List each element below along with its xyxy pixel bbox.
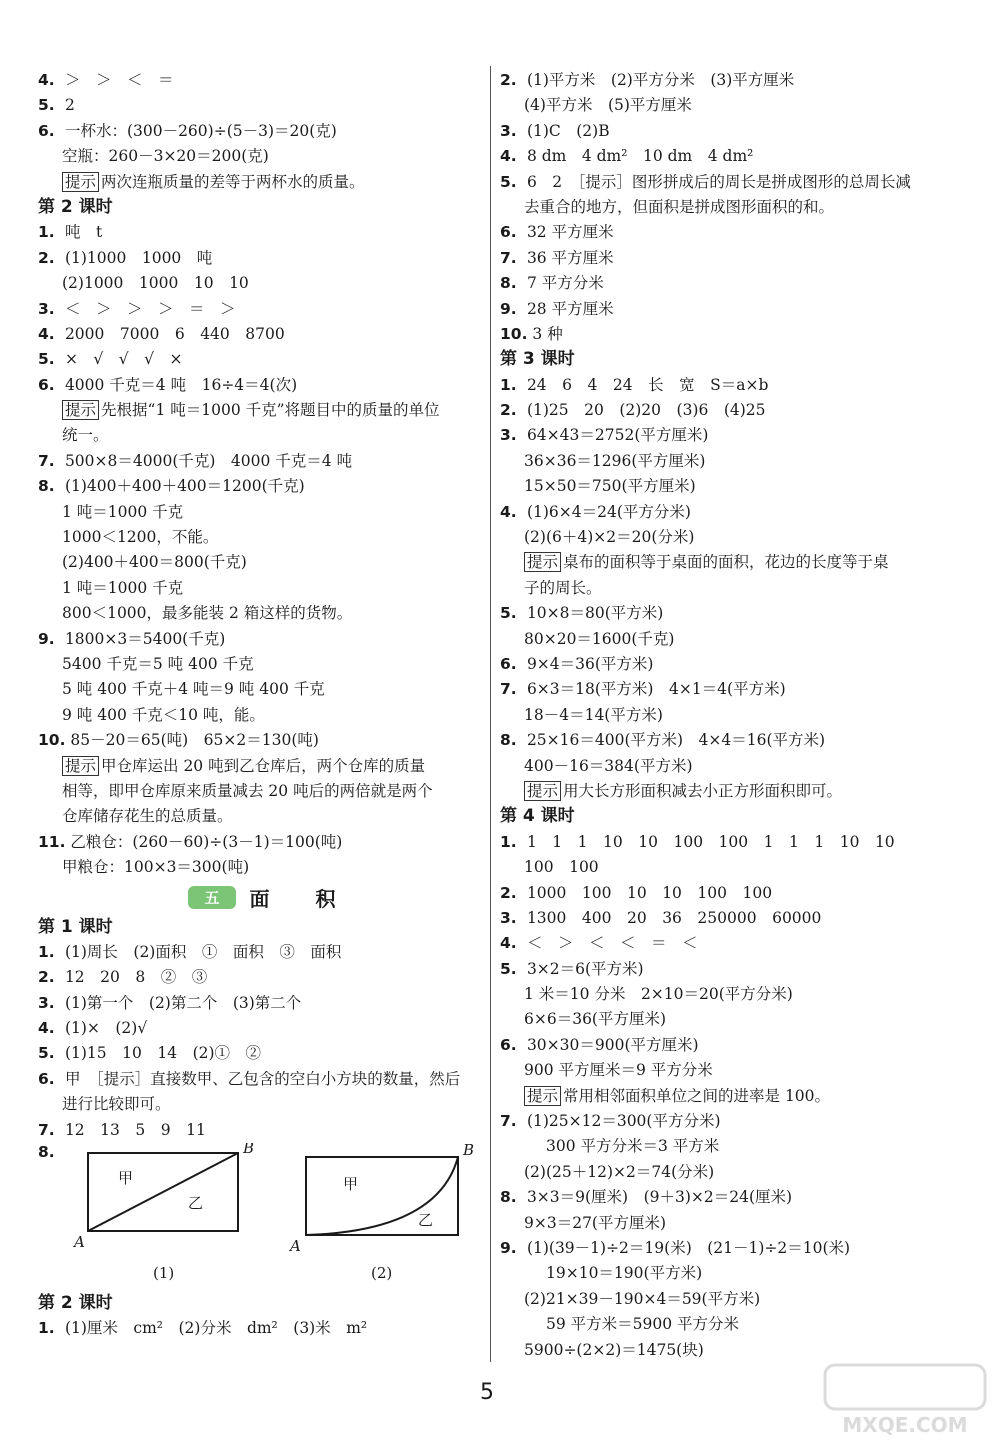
svg-text:MXQE.COM: MXQE.COM — [842, 1413, 968, 1437]
answer-text: (1)6×4＝24(平方分米) — [526, 502, 691, 521]
answer-line — [500, 957, 970, 982]
question-number: 5. — [38, 350, 55, 369]
figure-2-curve — [306, 1157, 458, 1235]
lesson-heading: 第 2 课时 — [38, 196, 113, 217]
answer-text: 19×10＝190(平方米) — [546, 1264, 703, 1283]
area-figures — [38, 1143, 488, 1291]
answer-text: ＞ ＞ ＜ ＝ — [64, 71, 174, 89]
question-number: 5. — [38, 1044, 55, 1063]
watermark-logo — [820, 1360, 990, 1440]
answer-line — [38, 991, 488, 1016]
answer-line — [38, 940, 488, 965]
answer-text: 64×43＝2752(平方厘米) — [526, 426, 709, 445]
answer-line — [38, 965, 488, 990]
question-number: 8. — [38, 1143, 55, 1162]
answer-text: 1300 400 20 36 250000 60000 — [526, 908, 822, 927]
answer-text: 甲粮仓：100×3＝300(吨) — [62, 858, 250, 877]
answer-text: (2)400＋400＝800(千克) — [62, 553, 247, 572]
answer-line — [500, 754, 970, 779]
question-number: 5. — [500, 604, 517, 623]
answer-line — [500, 449, 970, 474]
answer-line — [500, 982, 970, 1007]
question-number: 3. — [500, 426, 517, 445]
answer-line — [38, 398, 488, 423]
unit-heading — [38, 883, 488, 913]
answer-text: 12 13 5 9 11 — [64, 1120, 206, 1139]
answer-line — [38, 500, 488, 525]
question-number: 2. — [500, 71, 517, 89]
answer-text: 300 平方分米＝3 平方米 — [546, 1137, 720, 1156]
answer-line — [38, 601, 488, 626]
question-number: 1. — [38, 223, 55, 242]
answer-text: 900 平方厘米＝9 平方分米 — [524, 1061, 713, 1080]
answer-text: 1000＜1200，不能。 — [62, 528, 219, 547]
question-number: 4. — [38, 1019, 55, 1038]
question-number: 6. — [500, 654, 517, 673]
answer-text: 12 20 8 ② ③ — [64, 968, 208, 987]
question-number: 2. — [500, 401, 517, 420]
question-number: 6. — [500, 223, 517, 242]
hint-label: 提示 — [62, 756, 99, 776]
answer-line — [500, 830, 970, 855]
question-number: 1. — [500, 375, 517, 394]
answer-line — [500, 119, 970, 144]
answer-text: (1)15 10 14 (2)① ② — [64, 1044, 262, 1063]
answer-text: (1)25×12＝300(平方分米) — [526, 1112, 721, 1131]
answer-text: 6 2 ［提示］图形拼成后的周长是拼成图形的总周长减 — [526, 172, 911, 191]
answer-line — [500, 1109, 970, 1134]
left-column — [38, 68, 488, 1342]
answer-text: ＜ ＞ ＞ ＞ ＝ ＞ — [64, 299, 236, 318]
answer-line — [38, 652, 488, 677]
answer-text: 子的周长。 — [524, 578, 602, 597]
answer-line — [38, 373, 488, 398]
answer-text: 10×8＝80(平方米) — [526, 604, 664, 623]
answer-line — [500, 1007, 970, 1032]
answer-text: 100 100 — [524, 858, 599, 877]
answer-text: (1)(39－1)÷2＝19(米) (21－1)÷2＝10(米) — [526, 1238, 851, 1257]
answer-text: (2)21×39－190×4＝59(平方米) — [524, 1289, 761, 1308]
question-number: 9. — [500, 299, 517, 318]
figure-2-label-jia: 甲 — [343, 1175, 359, 1194]
answer-line — [500, 474, 970, 499]
question-number: 6. — [38, 121, 55, 140]
question-number: 4. — [500, 147, 517, 166]
answer-line — [500, 881, 970, 906]
question-number: 5. — [500, 172, 517, 191]
figure-1-diagonal — [88, 1153, 238, 1231]
answer-text: (4)平方米 (5)平方厘米 — [524, 96, 692, 115]
figure-1-label-b: B — [243, 1143, 255, 1158]
question-number: 3. — [500, 908, 517, 927]
answer-line — [38, 703, 488, 728]
unit-title: 面 积 — [249, 887, 338, 911]
answer-text: (1)平方米 (2)平方分米 (3)平方厘米 — [526, 71, 795, 89]
answer-text: × √ √ √ × — [64, 350, 183, 369]
answer-text: ＜ ＞ ＜ ＜ ＝ ＜ — [526, 934, 698, 953]
answer-line — [38, 144, 488, 169]
question-number: 6. — [500, 1035, 517, 1054]
hint-text: 常用相邻面积单位之间的进率是 100。 — [563, 1086, 831, 1105]
answer-text: 400－16＝384(平方米) — [524, 756, 693, 775]
question-number: 7. — [38, 1120, 55, 1139]
hint-text: 甲仓库运出 20 吨到乙仓库后，两个仓库的质量 — [101, 756, 426, 775]
answer-line — [500, 576, 970, 601]
answer-text: 1 吨＝1000 千克 — [62, 502, 184, 521]
answer-line — [38, 93, 488, 118]
question-number: 3. — [38, 299, 55, 318]
answer-line — [500, 220, 970, 245]
answer-line — [500, 1185, 970, 1210]
answer-text: 进行比较即可。 — [62, 1095, 171, 1114]
question-number: 9. — [38, 629, 55, 648]
question-number: 2. — [38, 248, 55, 267]
answer-text: 仓库储存花生的总质量。 — [62, 807, 233, 826]
question-number: 3. — [500, 121, 517, 140]
answer-text: 9 吨 400 千克＜10 吨，能。 — [62, 705, 265, 724]
question-number: 2. — [38, 968, 55, 987]
answer-line — [38, 297, 488, 322]
answer-text: (2)(6＋4)×2＝20(分米) — [524, 528, 695, 547]
answer-line — [38, 1092, 488, 1117]
answer-text: 3×3＝9(厘米) (9＋3)×2＝24(厘米) — [526, 1188, 793, 1207]
answer-line — [38, 1016, 488, 1041]
question-number: 1. — [38, 1319, 55, 1338]
answer-text: 25×16＝400(平方米) 4×4＝16(平方米) — [526, 731, 826, 750]
answer-text: 1 1 1 10 10 100 100 1 1 1 10 10 — [526, 832, 895, 851]
answer-line — [500, 550, 970, 575]
answer-line — [38, 576, 488, 601]
answer-line — [500, 906, 970, 931]
hint-label: 提示 — [524, 552, 561, 572]
answer-text: 36 平方厘米 — [526, 248, 614, 267]
answer-line — [38, 271, 488, 296]
answer-line — [500, 677, 970, 702]
answer-line — [500, 1211, 970, 1236]
answer-text: 36×36＝1296(平方厘米) — [524, 451, 706, 470]
question-number: 11. — [38, 832, 66, 851]
answer-line — [500, 1058, 970, 1083]
answer-text: 相等，即甲仓库原来质量减去 20 吨后的两倍就是两个 — [62, 781, 433, 800]
answer-text: 空瓶：260－3×20＝200(克) — [62, 147, 269, 166]
answer-text: 1000 100 10 10 100 100 — [526, 883, 773, 902]
unit-badge: 五 — [188, 886, 235, 909]
question-number: 8. — [38, 477, 55, 496]
answer-text: 一杯水：(300－260)÷(5－3)＝20(克) — [64, 121, 337, 140]
answer-text: 乙粮仓：(260－60)÷(3－1)＝100(吨) — [70, 832, 343, 851]
answer-line — [500, 93, 970, 118]
lesson-heading: 第 3 课时 — [500, 349, 575, 370]
answer-text: (1)× (2)√ — [64, 1019, 148, 1038]
answer-line — [38, 246, 488, 271]
question-number: 4. — [38, 324, 55, 343]
answer-text: 18－4＝14(平方米) — [524, 705, 663, 724]
answer-line — [500, 652, 970, 677]
answer-line — [38, 525, 488, 550]
answer-line — [500, 601, 970, 626]
question-number: 1. — [500, 832, 517, 851]
answer-text: (2)1000 1000 10 10 — [62, 274, 249, 293]
question-number: 4. — [38, 71, 55, 89]
column-divider — [490, 66, 491, 1362]
answer-line — [38, 677, 488, 702]
answer-line — [500, 1236, 970, 1261]
answer-line — [38, 855, 488, 880]
answer-text: 85－20＝65(吨) 65×2＝130(吨) — [70, 731, 319, 750]
question-number: 3. — [38, 993, 55, 1012]
answer-line — [38, 347, 488, 372]
answer-line — [38, 754, 488, 779]
answer-text: 7 平方分米 — [526, 274, 604, 293]
question-number: 7. — [500, 680, 517, 699]
lesson-heading: 第 2 课时 — [38, 1293, 113, 1314]
answer-line — [500, 1312, 970, 1337]
answer-text: 1800×3＝5400(千克) — [64, 629, 226, 648]
question-number: 6. — [38, 375, 55, 394]
question-number: 5. — [38, 96, 55, 115]
answer-line — [38, 1118, 488, 1143]
answer-line — [500, 1033, 970, 1058]
lesson-heading: 第 1 课时 — [38, 916, 113, 937]
answer-text: 1 吨＝1000 千克 — [62, 578, 184, 597]
answer-line — [38, 779, 488, 804]
answer-line — [500, 373, 970, 398]
hint-text: 用大长方形面积减去小正方形面积即可。 — [563, 781, 843, 800]
answer-text: (1)1000 1000 吨 — [64, 248, 213, 267]
answer-text: (2)(25＋12)×2＝74(分米) — [524, 1162, 715, 1181]
answer-line — [500, 703, 970, 728]
answer-text: 30×30＝900(平方厘米) — [526, 1035, 699, 1054]
figure-2-label-a: A — [290, 1237, 301, 1256]
answer-text: 9×3＝27(平方厘米) — [524, 1213, 667, 1232]
answer-text: 6×3＝18(平方米) 4×1＝4(平方米) — [526, 680, 786, 699]
answer-text: 5 吨 400 千克＋4 吨＝9 吨 400 千克 — [62, 680, 325, 699]
question-number: 5. — [500, 959, 517, 978]
question-number: 2. — [500, 883, 517, 902]
answer-text: 28 平方厘米 — [526, 299, 614, 318]
answer-line — [500, 1084, 970, 1109]
hint-label: 提示 — [524, 781, 561, 801]
answer-text: 5400 千克＝5 吨 400 千克 — [62, 654, 254, 673]
answer-line — [500, 322, 970, 347]
answer-line — [500, 68, 970, 93]
answer-line — [38, 830, 488, 855]
answer-text: 1 米＝10 分米 2×10＝20(平方分米) — [524, 985, 793, 1004]
hint-label: 提示 — [62, 400, 99, 420]
answer-text: 统一。 — [62, 426, 109, 445]
answer-text: 32 平方厘米 — [526, 223, 614, 242]
answer-line — [500, 398, 970, 423]
answer-line — [500, 779, 970, 804]
answer-text: (1)400＋400＋400＝1200(千克) — [64, 477, 305, 496]
answer-text: 5900÷(2×2)＝1475(块) — [524, 1340, 704, 1359]
answer-text: 59 平方米＝5900 平方分米 — [546, 1315, 740, 1334]
question-number: 9. — [500, 1238, 517, 1257]
answer-line — [500, 728, 970, 753]
answer-text: 8 dm 4 dm² 10 dm 4 dm² — [526, 147, 754, 166]
answer-line — [38, 627, 488, 652]
question-number: 10. — [500, 324, 528, 343]
figure-1-label-a: A — [74, 1233, 85, 1252]
answer-line — [38, 804, 488, 829]
answer-line — [38, 170, 488, 195]
figure-question-8 — [38, 1143, 488, 1291]
figure-1-caption: (1) — [153, 1264, 175, 1283]
answer-line — [500, 1160, 970, 1185]
question-number: 1. — [38, 942, 55, 961]
hint-text: 先根据“1 吨＝1000 千克”将题目中的质量的单位 — [101, 401, 440, 420]
answer-text: 去重合的地方，但面积是拼成图形面积的和。 — [524, 197, 835, 216]
answer-line — [500, 931, 970, 956]
figure-2-caption: (2) — [371, 1264, 393, 1283]
answer-text: (1)厘米 cm² (2)分米 dm² (3)米 m² — [64, 1319, 368, 1338]
answer-text: 甲 ［提示］直接数甲、乙包含的空白小方块的数量，然后 — [64, 1069, 461, 1088]
answer-line — [500, 500, 970, 525]
answer-line — [38, 1041, 488, 1066]
answer-line — [38, 119, 488, 144]
answer-text: (1)第一个 (2)第二个 (3)第二个 — [64, 993, 302, 1012]
answer-line — [500, 525, 970, 550]
figure-1-label-yi: 乙 — [188, 1194, 204, 1213]
answer-text: (1)25 20 (2)20 (3)6 (4)25 — [526, 401, 766, 420]
answer-line — [500, 170, 970, 195]
answer-text: (1)C (2)B — [526, 121, 610, 140]
answer-text: 9×4＝36(平方米) — [526, 654, 654, 673]
question-number: 8. — [500, 274, 517, 293]
page-number: 5 — [480, 1380, 494, 1405]
answer-line — [38, 474, 488, 499]
answer-text: 6×6＝36(平方厘米) — [524, 1010, 667, 1029]
hint-text: 桌布的面积等于桌面的面积，花边的长度等于桌 — [563, 553, 889, 572]
answer-line — [38, 1067, 488, 1092]
answer-text: 15×50＝750(平方厘米) — [524, 477, 696, 496]
question-number: 7. — [500, 248, 517, 267]
figure-2-label-b: B — [463, 1143, 475, 1160]
answer-line — [500, 246, 970, 271]
hint-label: 提示 — [62, 172, 99, 192]
answer-line — [500, 144, 970, 169]
question-number: 4. — [500, 934, 517, 953]
answer-text: 24 6 4 24 长 宽 S＝a×b — [526, 375, 769, 394]
answer-text: 800＜1000，最多能装 2 箱这样的货物。 — [62, 604, 353, 623]
answer-text: 3×2＝6(平方米) — [526, 959, 644, 978]
question-number: 4. — [500, 502, 517, 521]
answer-line — [500, 195, 970, 220]
question-number: 8. — [500, 1188, 517, 1207]
answer-line — [38, 1316, 488, 1341]
question-number: 10. — [38, 731, 66, 750]
hint-text: 两次连瓶质量的差等于两杯水的质量。 — [101, 172, 365, 191]
figure-1-label-jia: 甲 — [118, 1169, 134, 1188]
answer-text: 2000 7000 6 440 8700 — [64, 324, 285, 343]
answer-line — [38, 449, 488, 474]
hint-label: 提示 — [524, 1086, 561, 1106]
question-number: 7. — [38, 451, 55, 470]
answer-text: 500×8＝4000(千克) 4000 千克＝4 吨 — [64, 451, 353, 470]
answer-text: 80×20＝1600(千克) — [524, 629, 675, 648]
question-number: 7. — [500, 1112, 517, 1131]
answer-line — [38, 550, 488, 575]
answer-line — [500, 271, 970, 296]
answer-line — [500, 423, 970, 448]
answer-line — [38, 68, 488, 93]
answer-line — [500, 1287, 970, 1312]
answer-text: 4000 千克＝4 吨 16÷4＝4(次) — [64, 375, 298, 394]
answer-line — [500, 627, 970, 652]
answer-line — [500, 855, 970, 880]
answer-text: (1)周长 (2)面积 ① 面积 ③ 面积 — [64, 942, 342, 961]
answer-line — [38, 423, 488, 448]
lesson-heading: 第 4 课时 — [500, 806, 575, 827]
answer-line — [500, 1134, 970, 1159]
answer-line — [38, 322, 488, 347]
answer-text: 2 — [64, 96, 75, 115]
answer-line — [500, 1261, 970, 1286]
figure-2-label-yi: 乙 — [418, 1211, 434, 1230]
question-number: 8. — [500, 731, 517, 750]
answer-text: 吨 t — [64, 223, 103, 242]
answer-text: 3 种 — [532, 324, 563, 343]
right-column — [500, 68, 970, 1363]
answer-line — [38, 728, 488, 753]
answer-line — [38, 220, 488, 245]
question-number: 6. — [38, 1069, 55, 1088]
answer-line — [500, 297, 970, 322]
